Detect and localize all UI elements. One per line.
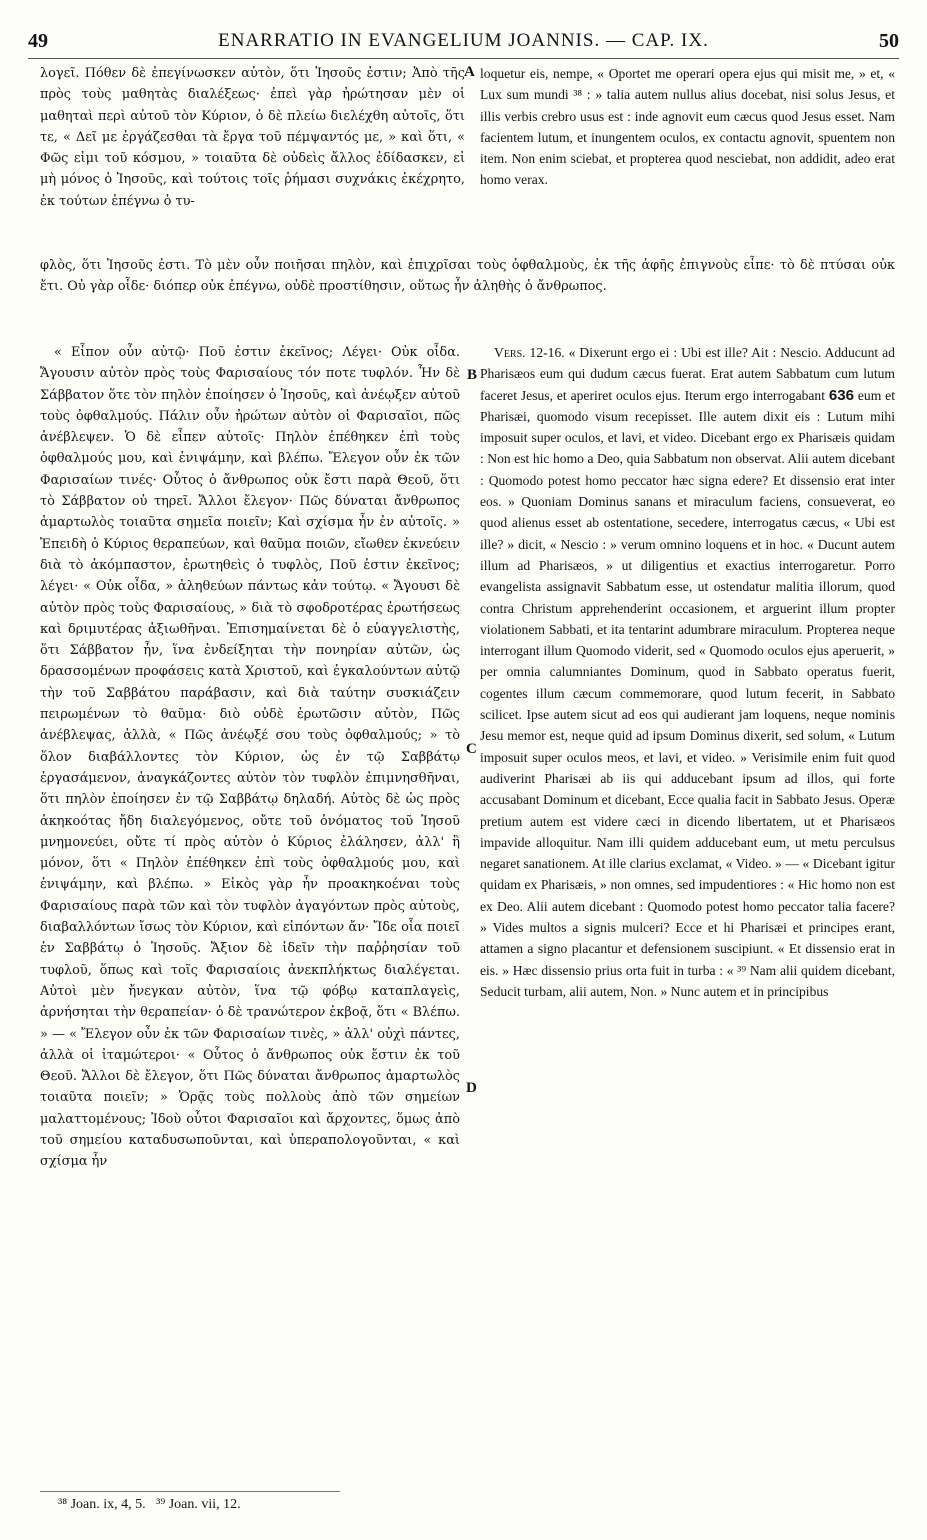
latin-text-before: « Dixerunt ergo ei : Ubi est ille? Ait : Nescio. Adducunt ad Pharisæos eum qui dudum cæcus fuerat. Erat autem Sabbatum cum lutum faceret Jesus, et aperiret oculos ejus. Iterum ergo interrogabant bbox=[480, 345, 895, 403]
latin-text-after: eum et Pharisæi, quomodo visum recepisset. Ille autem dixit eis : Lutum mihi imposuit super oculos, et lavi, et video. Dicebant ergo ex Pharisæis quidam : Non est hic homo a Deo, quia Sabbatum non observat. Alii autem dicebant : Quomodo potest homo peccator hæc signa edere? Et dissensio erat inter eos. » Quoniam Dominus sanans et miraculum faciens, consueverat, eo quod alienus esset ab ostentatione, secedere, interrogatus cæcus, « Ubi est ille? » dicit, « Nescio : » verum omnino loquens et in hoc. « Ducunt autem illum ad Pharisæos, » ut diligentius et exactius interrogaretur. Porro evangelista assignavit Sabbatum esse, ut ostendatur malitia illorum, quod contra Christum apprehenderint occasionem, et arguerint illum propter violationem Sabbati, et ita tentarint adumbrare miraculum. Propterea neque interrogant illum Quomodo viderit, sed « Quomodo oculos ejus aperuerit, » per omnia calumniantes Dominum, quod in Sabbato operatus fuerit, cogentes illum cæcum commemorare, quod lutum fecerit, in Sabbato scilicet. Ipse autem sicut ad eos qui audierant jam loquens, neque nominis Jesu memor est, neque quid ad ipsum Dominus dixerit, sed solum, « Lutum imposuit super oculos meos, et lavi, et video. » Verisimile enim fuit quod audiverint Pharisæi ab iis qui adducebant ipsum ad illos, qui forte accusabant Dominum et dicebant, Ecce qualia facit in Sabbato Jesus. Operæ pretium autem est videre cæci in dicendo libertatem, ut et Pharisæos impavide alloquitur. Nam illi quidem adducebant eum, ut metu perculsus negaret sanationem. At ille clarius exclamat, « Video. » — « Dicebant igitur quidam ex Pharisæis, » non omnes, sed impudentiores : « Hic homo non est ex Deo. Alii autem dicebant : Quomodo potest homo peccator talia facere? » Vides multos a signis mulceri? Ecce et hi Pharisæi et principes erant, attamen a signo placantur et defensionem suscipiunt. « Et dissensio erat in eis. » Hæc dissensio prius orta fuit in turba : « ³⁹ Nam alii quidem dicebant, Seducit turbam, alii autem, Non. » Nunc autem et in principibus bbox=[480, 387, 895, 999]
section-marker-c: C bbox=[466, 741, 477, 757]
latin-column-top: loquetur eis, nempe, « Oportet me operari opera ejus qui misit me, » et, « Lux sum mundi ³⁸ : » talia autem nullus alius docebat, nisi solus Jesus, et illis verbis crebro usus est : inde agnovit eum cæcus quod Jesus esset. Nam facientem lutum, et inungentem oculos, ex contactu agnovit, spuentem non item. Non enim sciebat, et propterea quod nesciebat, non addidit, adeo erat homo verax. bbox=[480, 66, 895, 188]
greek-paragraph: « Εἶπον οὖν αὐτῷ· Ποῦ ἐστιν ἐκεῖνος; Λέγει· Οὐκ οἶδα. Ἄγουσιν αὐτὸν πρὸς τοὺς Φαρισαίους τόν ποτε τυφλόν. Ἦν δὲ Σάββατον ὅτε τὸν πηλὸν ἐποίησεν ὁ Ἰησοῦς, καὶ ἀνέῳξεν αὐτοῦ τοὺς ὀφθαλμούς. Πάλιν οὖν ἠρώτων αὐτὸν οἱ Φαρισαῖοι, πῶς ἀνέβλεψεν. Ὁ δὲ εἶπεν αὐτοῖς· Πηλὸν ἐπέθηκεν ἐπὶ τοὺς ὀφθαλμούς μου, καὶ ἐνιψάμην, καὶ βλέπω. Ἔλεγον οὖν ἐκ τῶν Φαρισαίων τινές· Οὗτος ὁ ἄνθρωπος οὐκ ἔστι παρὰ Θεοῦ, ὅτι τὸ Σάββατον οὐ τηρεῖ. Ἄλλοι ἔλεγον· Πῶς δύναται ἄνθρωπος ἁμαρτωλὸς τοιαῦτα σημεῖα ποιεῖν; Καὶ σχίσμα ἦν ἐν αὐτοῖς. » Ἐπειδὴ ὁ Κύριος θεραπεύων, καὶ θαῦμα ποιῶν, εἴωθεν ἐκνεύειν διὰ τὸ ἀκόμπαστον, ἐρωτηθεὶς ὁ τυφλὸς, Ποῦ ἐστιν ἐκεῖνος; λέγει· « Οὐκ οἶδα, » ἀληθεύων πάντως κἀν τούτῳ. « Ἄγουσι δὲ αὐτὸν πρὸς τοὺς Φαρισαίους, » διὰ τὸ σφοδροτέρας ἐρωτήσεως καὶ δριμυτέρας ἀξιωθῆναι. Ἐπισημαίνεται δὲ ὁ εὐαγγελιστὴς, ὅτι Σάββατον ἦν, ἵνα ἐνδείξηται τὴν πονηρίαν αὐτῶν, ὡς δρασσομένων προφάσεις κατὰ Χριστοῦ, καὶ ἐγκαλούντων αὐτῷ τὴν τοῦ Σαββάτου παράβασιν, καὶ διὰ ταύτην συσκιάζειν πειρωμένων τὸ θαῦμα· διὸ οὐδὲ ἐρωτῶσιν αὐτὸν, Πῶς ἀνέβλεψας, ἀλλὰ, « Πῶς ἀνέῳξέ σου τοὺς ὀφθαλμούς; » τὸ ὅλον διαβάλλοντες τὸν Κύριον, ὡς ἐν τῷ Σαββάτῳ ἐργασάμενον, ἀναγκάζοντες αὐτὸν τὸν τυφλὸν ἐπιμνησθῆναι, ὅτι πηλὸν ἐποίησεν ἐν τῷ Σαββάτῳ δηλαδή. Αὐτὸς δὲ ὡς πρὸς ἀκηκοότας ἤδη διαλεγόμενος, οὔτε τοῦ ὀνόματος τοῦ Ἰησοῦ μνημονεύει, οὔτε τί πρὸς αὐτὸν ὁ Κύριος ἐλάλησεν, ἀλλ' ἢ μόνον, ὅτι « Πηλὸν ἐπέθηκεν ἐπὶ τοὺς ὀφθαλμούς μου, καὶ ἐνιψάμην, καὶ βλέπω. » Εἰκὸς γὰρ ἦν προακηκοέναι τοὺς Φαρισαίους παρὰ τῶν καὶ τὸν τυφλὸν ἀγαγόντων πρὸς αὐτοὺς, διαβαλλόντων ἴσως τὸν Κύριον, καὶ εἰπόντων ἄν· Ἴδε οἷα ποιεῖ ἐν Σαββάτῳ ὁ Ἰησοῦς. Ἄξιον δὲ ἰδεῖν τὴν παῤῥησίαν τοῦ τυφλοῦ, ὅπως καὶ τοῖς Φαρισαίοις ἀνεκπλήκτως διαλέγεται. Αὐτοὶ μὲν ἤνεγκαν αὐτὸν, ἵνα τῷ φόβῳ καταπλαγεὶς, ἀρνήσηται τὴν θεραπείαν· ὁ δὲ τρανώτερον ἐκβοᾷ, ὅτι « Βλέπω. » — « Ἔλεγον οὖν ἐκ τῶν Φαρισαίων τινὲς, » ἀλλ' οὐχὶ πάντες, ἀλλὰ οἱ ἰταμώτεροι· « Οὗτος ὁ ἄνθρωπος οὐκ ἔστιν ἐκ τοῦ Θεοῦ. Ἄλλοι δὲ ἔλεγον, ὅτι Πῶς δύναται ἄνθρωπος ἁμαρτωλὸς τοιαῦτα ποιεῖν; » Ὁρᾷς τοὺς πολλοὺς ἀπὸ τῶν σημείων μαλαττομένους; Ἰδοὺ οὗτοι Φαρισαῖοι καὶ ἄρχοντες, ὅμως ἀπὸ τοῦ σημείου καταδυσωποῦνται, καὶ ὑπεραπολογοῦνται, « καὶ σχίσμα ἦν bbox=[40, 345, 460, 1170]
running-header bbox=[28, 28, 899, 59]
page-number-left: 49 bbox=[28, 30, 48, 52]
section-marker-d: D bbox=[466, 1080, 477, 1096]
verse-label: Vers. 12-16. bbox=[494, 345, 565, 360]
footnote-divider bbox=[40, 1491, 340, 1492]
running-title: ENARRATIO IN EVANGELIUM JOANNIS. — CAP. IX. bbox=[218, 30, 709, 51]
column-number: 636 bbox=[828, 386, 854, 404]
greek-column-main bbox=[40, 342, 460, 1487]
footnotes: ³⁸ Joan. ix, 4, 5. ³⁹ Joan. vii, 12. bbox=[58, 1497, 241, 1512]
section-marker-b: B bbox=[467, 367, 478, 383]
section-marker-a: A bbox=[464, 64, 475, 80]
latin-column-main bbox=[480, 342, 895, 1487]
latin-paragraph bbox=[480, 342, 895, 1002]
page-number-right: 50 bbox=[879, 30, 899, 52]
greek-spanning-passage: φλὸς, ὅτι Ἰησοῦς ἐστι. Τὸ μὲν οὖν ποιῆσαι πηλὸν, καὶ ἐπιχρῖσαι τοὺς ὀφθαλμοὺς, ἐκ τῆς ἀφῆς ἐπιγνοὺς εἶπε· τὸ δὲ πτύσαι οὐκ ἔτι. Οὐ γὰρ οἶδε· διόπερ οὐκ ἐπέγνω, οὐδὲ προστίθησιν, οὕτως ἦν ἀληθὴς ὁ ἄνθρωπος. bbox=[40, 258, 895, 295]
greek-column-top: λογεῖ. Πόθεν δὲ ἐπεγίνωσκεν αὐτὸν, ὅτι Ἰησοῦς ἐστιν; Ἀπὸ τῆς πρὸς τοὺς μαθητὰς διαλέξεως· ἐπεὶ γὰρ ἠρώτησαν μὲν οἱ μαθηταὶ περὶ αὐτοῦ τὸν Κύριον, ὁ δὲ πλείω διελέχθη αὐτοῖς, ὅτι τε, « Δεῖ με ἐργάζεσθαι τὰ ἔργα τοῦ πέμψαντός με, » καὶ ὅτι, « Φῶς εἰμι τοῦ κόσμου, » τοιαῦτα δὲ οὐδεὶς ἄλλος ἐδίδασκεν, εἰ μὴ μόνος ὁ Ἰησοῦς, καὶ τούτοις τοῖς ῥήμασι συχνάκις ἐκέχρητο, ἐκ τούτων ἐπέγνω ὁ τυ- bbox=[40, 66, 465, 209]
